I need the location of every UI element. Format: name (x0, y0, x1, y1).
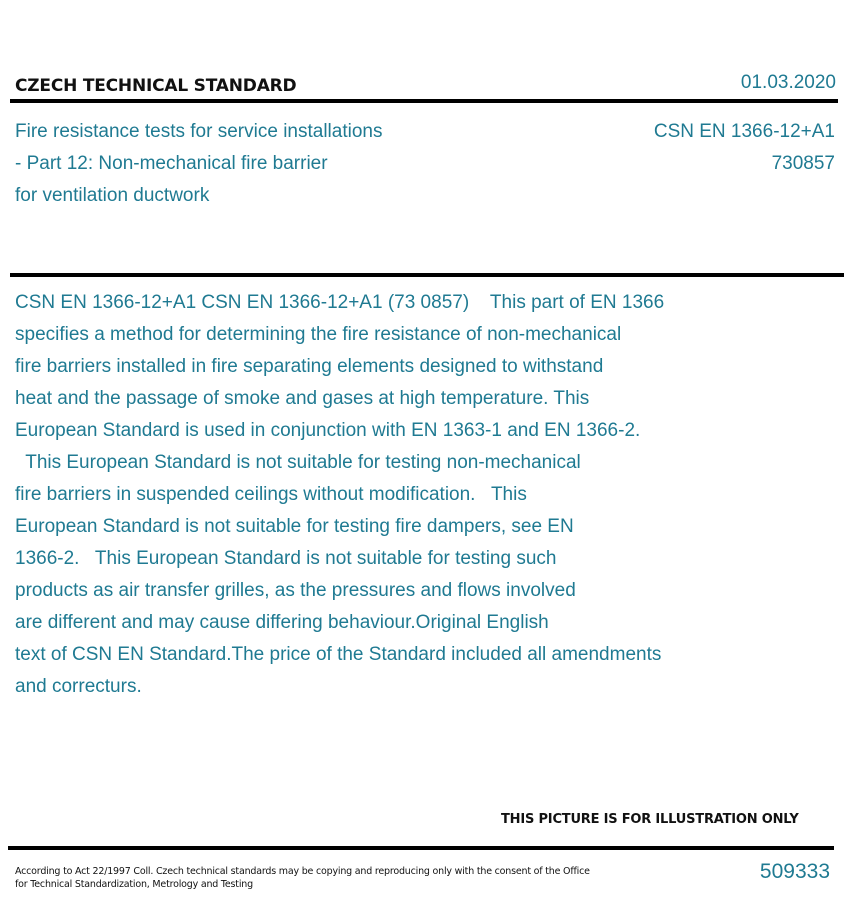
standard-title-line: Fire resistance tests for service installations (15, 121, 383, 142)
standard-number: 730857 (771, 153, 835, 174)
description-line: 1366-2. This European Standard is not suitable for testing such (15, 548, 557, 569)
description-line: fire barriers in suspended ceilings without modification. This (15, 484, 527, 505)
description-line: European Standard is not suitable for testing fire dampers, see EN (15, 516, 574, 537)
description-line: products as air transfer grilles, as the pressures and flows involved (15, 580, 576, 601)
description-line: heat and the passage of smoke and gases at high temperature. This (15, 388, 590, 409)
description-line: This European Standard is not suitable for testing non-mechanical (15, 452, 581, 473)
standard-title-line: for ventilation ductwork (15, 185, 210, 206)
legal-notice-line: According to Act 22/1997 Coll. Czech technical standards may be copying and reproducing only with the consent of the Office (15, 866, 590, 877)
footer-divider (8, 846, 834, 850)
illustration-disclaimer: THIS PICTURE IS FOR ILLUSTRATION ONLY (501, 812, 799, 827)
catalog-id: 509333 (759, 860, 830, 883)
legal-notice-line: for Technical Standardization, Metrology and Testing (15, 879, 253, 890)
description-line: are different and may cause differing behaviour.Original English (15, 612, 549, 633)
standard-title (15, 116, 382, 212)
standard-identifiers (654, 116, 835, 180)
description-line: specifies a method for determining the fire resistance of non-mechanical (15, 324, 622, 345)
standard-title-line: - Part 12: Non-mechanical fire barrier (15, 153, 328, 174)
description-line: CSN EN 1366-12+A1 CSN EN 1366-12+A1 (73 0857) This part of EN 1366 (15, 292, 665, 313)
standard-code: CSN EN 1366-12+A1 (653, 121, 835, 142)
publication-date: 01.03.2020 (740, 72, 836, 93)
section-divider (10, 273, 844, 277)
document-type-title: CZECH TECHNICAL STANDARD (15, 76, 297, 96)
description-line: text of CSN EN Standard.The price of the Standard included all amendments (15, 644, 662, 665)
description-line: European Standard is used in conjunction with EN 1363-1 and EN 1366-2. (15, 420, 641, 441)
legal-notice (15, 865, 590, 891)
header-divider (10, 99, 838, 103)
standard-description (15, 287, 775, 703)
description-line: and correcturs. (15, 676, 142, 697)
description-line: fire barriers installed in fire separating elements designed to withstand (15, 356, 604, 377)
